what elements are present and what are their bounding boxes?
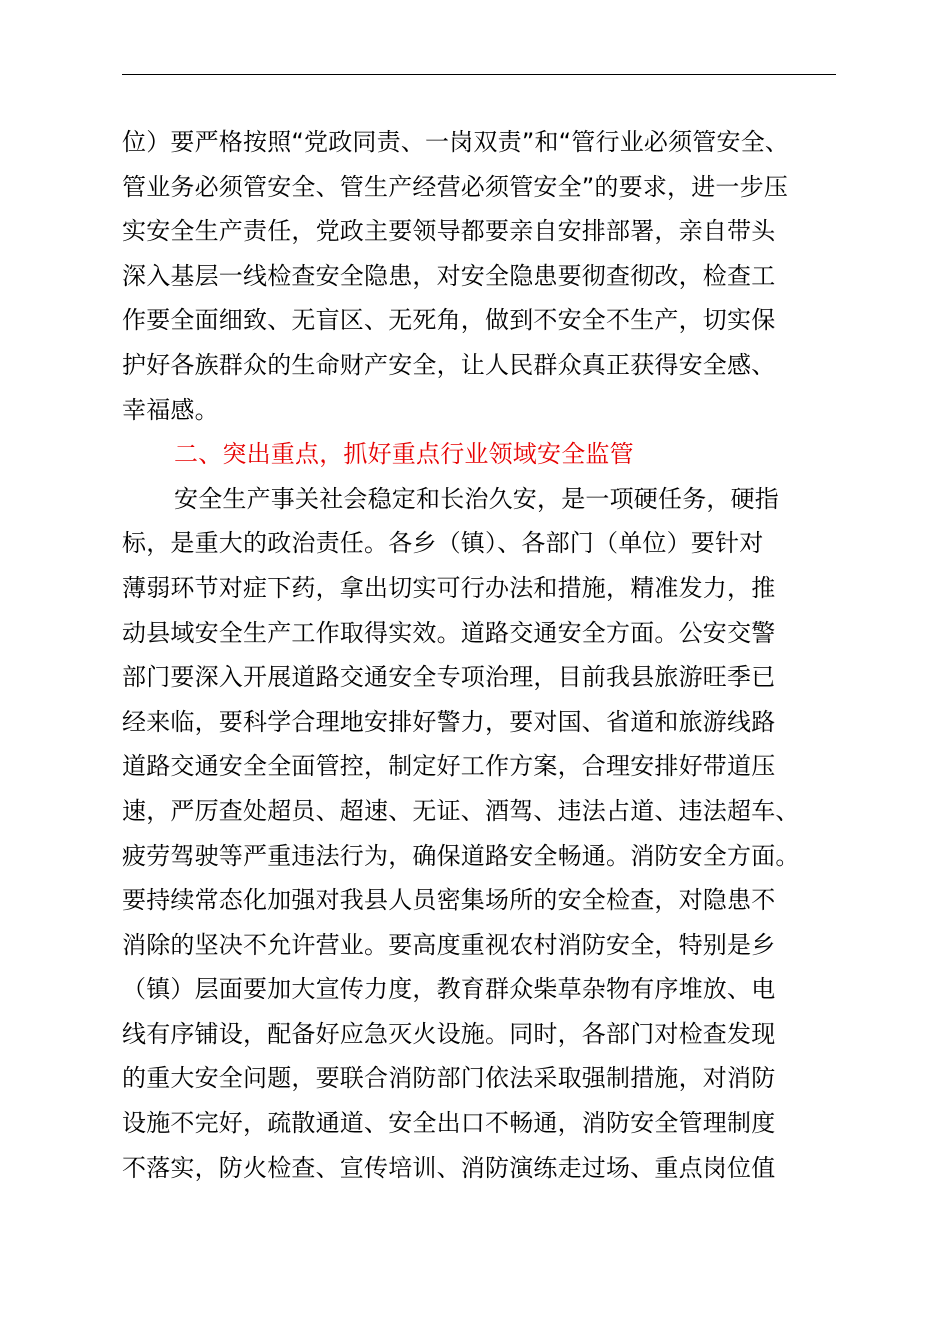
header-rule bbox=[122, 74, 836, 75]
text-line: 深入基层一线检查安全隐患，对安全隐患要彻查彻改，检查工 bbox=[122, 261, 776, 290]
text-line: 实安全生产责任，党政主要领导都要亲自安排部署，亲自带头 bbox=[122, 217, 776, 246]
text-line: 线有序铺设，配备好应急灭火设施。同时，各部门对检查发现 bbox=[122, 1019, 776, 1048]
text-line: 道路交通安全全面管控，制定好工作方案，合理安排好带道压 bbox=[122, 752, 776, 781]
text-line: 的重大安全问题，要联合消防部门依法采取强制措施，对消防 bbox=[122, 1064, 776, 1093]
text-line: （镇）层面要加大宣传力度，教育群众柴草杂物有序堆放、电 bbox=[122, 975, 776, 1004]
document-body bbox=[122, 120, 842, 1190]
text-line: 管业务必须管安全、管生产经营必须管安全”的要求，进一步压 bbox=[122, 172, 789, 201]
text-line: 要持续常态化加强对我县人员密集场所的安全检查，对隐患不 bbox=[122, 886, 776, 915]
text-line: 经来临，要科学合理地安排好警力，要对国、省道和旅游线路 bbox=[122, 707, 776, 736]
text-line: 不落实，防火检查、宣传培训、消防演练走过场、重点岗位值 bbox=[122, 1153, 776, 1182]
text-line: 安全生产事关社会稳定和长治久安，是一项硬任务，硬指 bbox=[174, 484, 779, 513]
text-line: 疲劳驾驶等严重违法行为，确保道路安全畅通。消防安全方面。 bbox=[122, 841, 800, 870]
section-heading: 二、突出重点，抓好重点行业领域安全监管 bbox=[174, 440, 634, 469]
text-line: 作要全面细致、无盲区、无死角，做到不安全不生产，切实保 bbox=[122, 306, 776, 335]
text-line: 速，严厉查处超员、超速、无证、酒驾、违法占道、违法超车、 bbox=[122, 796, 800, 825]
text-line: 动县域安全生产工作取得实效。道路交通安全方面。公安交警 bbox=[122, 618, 776, 647]
text-line: 消除的坚决不允许营业。要高度重视农村消防安全，特别是乡 bbox=[122, 930, 776, 959]
text-line: 位）要严格按照“党政同责、一岗双责”和“管行业必须管安全、 bbox=[122, 128, 790, 156]
text-line: 护好各族群众的生命财产安全，让人民群众真正获得安全感、 bbox=[122, 350, 776, 379]
text-line: 薄弱环节对症下药，拿出切实可行办法和措施，精准发力，推 bbox=[122, 573, 776, 602]
text-line: 部门要深入开展道路交通安全专项治理，目前我县旅游旺季已 bbox=[122, 663, 776, 692]
text-line: 设施不完好，疏散通道、安全出口不畅通，消防安全管理制度 bbox=[122, 1109, 776, 1138]
text-line: 幸福感。 bbox=[122, 395, 219, 424]
text-line: 标，是重大的政治责任。各乡（镇）、各部门（单位）要针对 bbox=[122, 529, 764, 558]
